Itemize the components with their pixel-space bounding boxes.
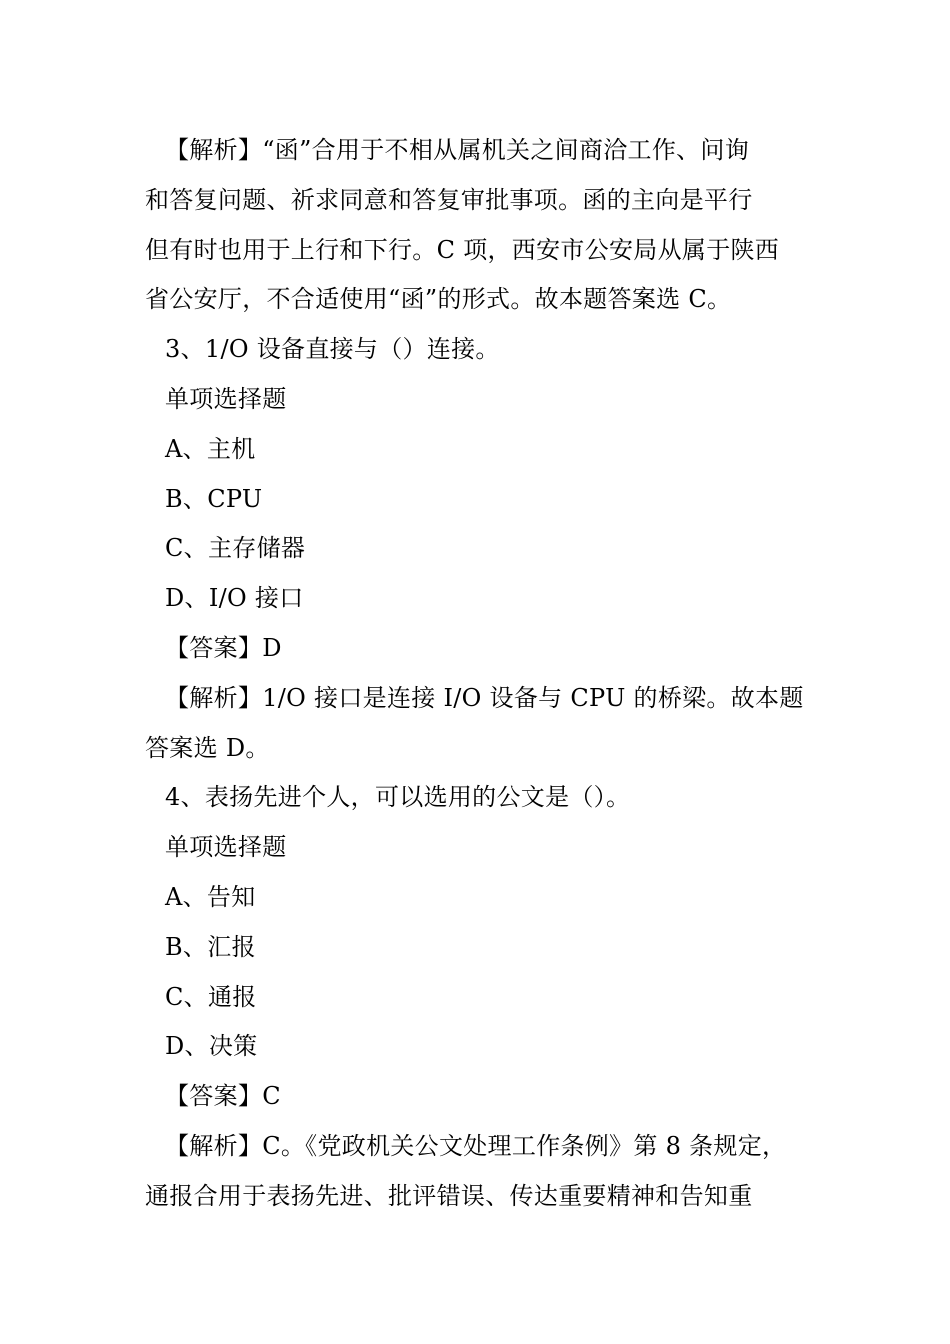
analysis-paragraph-line-2: 和答复问题、祈求同意和答复审批事项。函的主向是平行 <box>145 185 753 214</box>
question-4-analysis-line-1: 【解析】C。《党政机关公文处理工作条例》第 8 条规定， <box>165 1131 787 1160</box>
question-4-analysis-line-2: 通报合用于表扬先进、批评错误、传达重要精神和告知重 <box>145 1181 753 1210</box>
question-4-option-c: C、通报 <box>165 982 257 1011</box>
question-4-option-d: D、决策 <box>165 1032 258 1061</box>
analysis-paragraph-line-1: 【解析】“函”合用于不相从属机关之间商洽工作、问询 <box>165 136 750 164</box>
question-3-option-a: A、主机 <box>165 434 256 463</box>
question-4-answer: 【答案】C <box>165 1082 281 1111</box>
question-3-analysis-line-1: 【解析】1/O 接口是连接 I/O 设备与 CPU 的桥梁。故本题 <box>165 683 804 712</box>
question-3-type: 单项选择题 <box>165 384 287 413</box>
question-3-option-d: D、I/O 接口 <box>165 584 304 613</box>
question-4-option-a: A、告知 <box>165 882 256 911</box>
question-3-stem: 3、1/O 设备直接与（）连接。 <box>165 335 500 364</box>
question-3-option-b: B、CPU <box>165 484 263 513</box>
analysis-paragraph-line-3: 但有时也用于上行和下行。C 项，西安市公安局从属于陕西 <box>145 235 780 264</box>
question-4-stem: 4、表扬先进个人，可以选用的公文是（）。 <box>165 783 631 812</box>
question-4-option-b: B、汇报 <box>165 932 256 961</box>
question-3-option-c: C、主存储器 <box>165 534 306 563</box>
question-4-type: 单项选择题 <box>165 833 287 862</box>
analysis-paragraph-line-4: 省公安厅，不合适使用“函”的形式。故本题答案选 C。 <box>145 285 732 314</box>
document-body <box>145 126 813 1222</box>
question-3-answer: 【答案】D <box>165 633 282 662</box>
question-3-analysis-line-2: 答案选 D。 <box>145 733 270 762</box>
